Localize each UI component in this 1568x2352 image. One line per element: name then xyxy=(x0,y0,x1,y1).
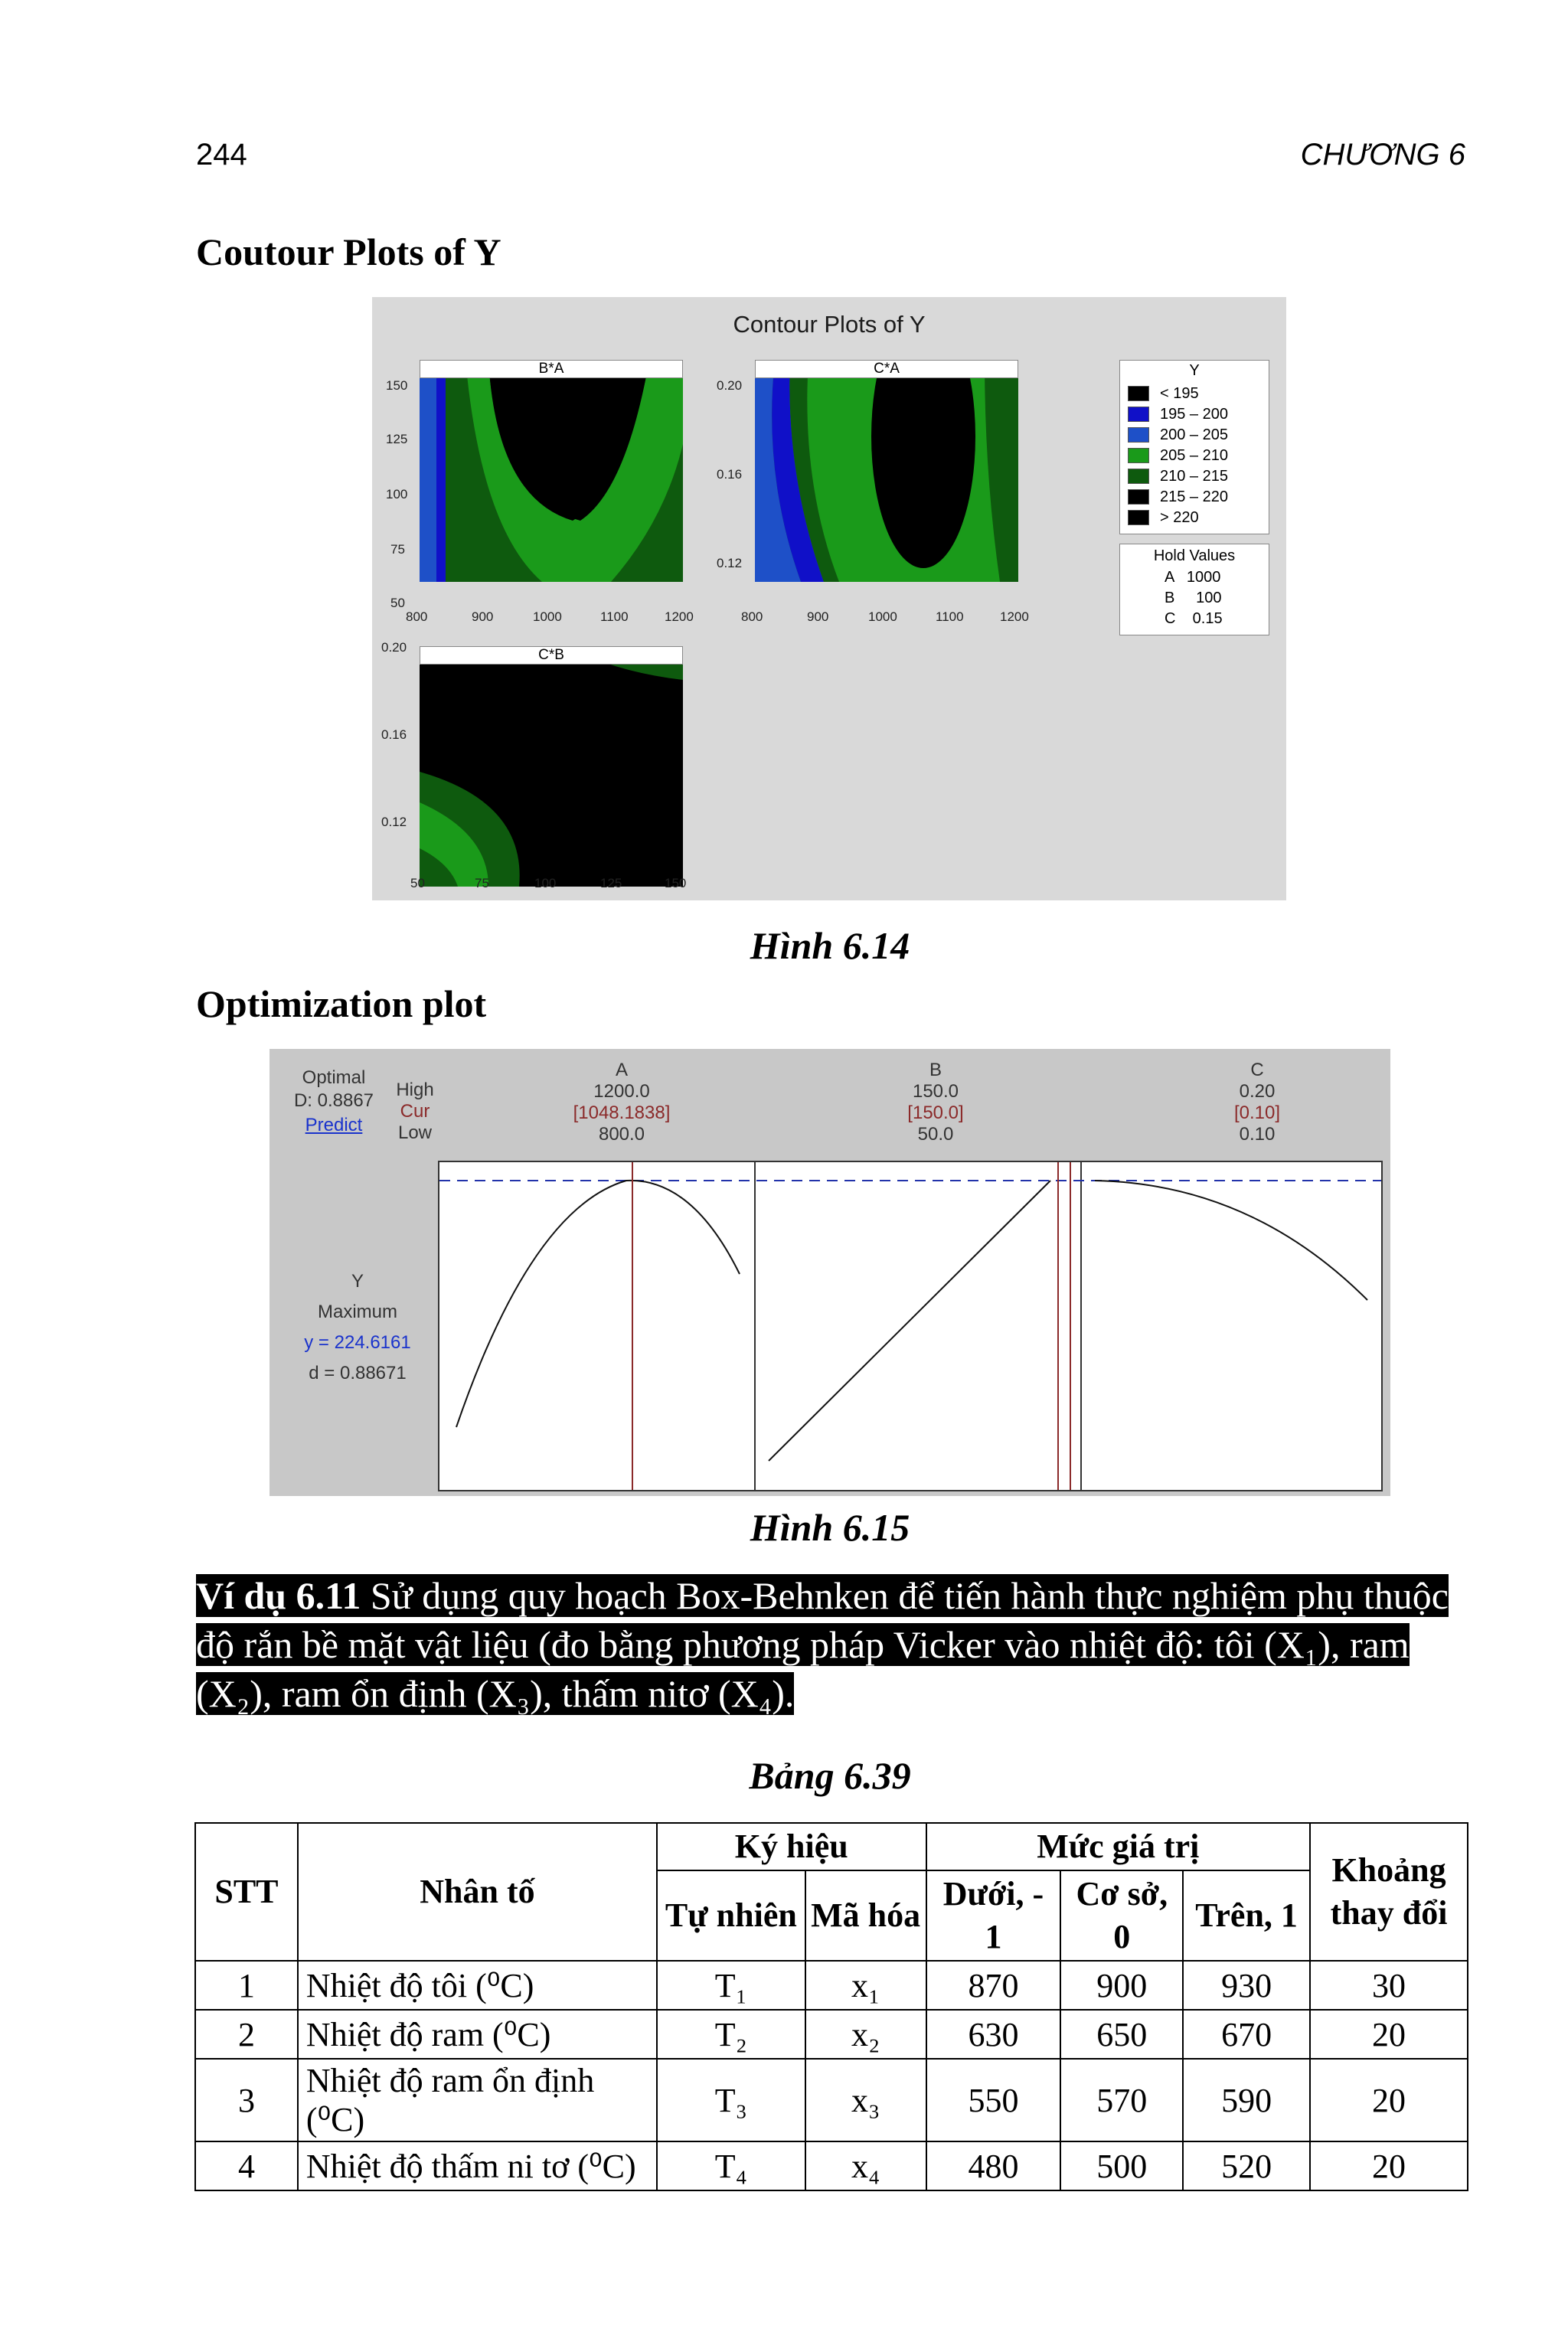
tick-x: 100 xyxy=(534,876,557,890)
hold-values-box xyxy=(1119,544,1269,635)
panel-label-cb: C*B xyxy=(420,646,683,665)
cell-factor: Nhiệt độ thấm ni tơ (⁰C) xyxy=(298,2141,657,2190)
tick-y: 0.20 xyxy=(381,640,407,655)
contour-figure xyxy=(372,297,1286,900)
optimization-plot-area xyxy=(438,1161,1383,1491)
tick-x: 125 xyxy=(600,876,622,890)
row-label-low: Low xyxy=(397,1122,433,1143)
tick-y: 75 xyxy=(390,542,405,557)
legend-swatch xyxy=(1128,386,1149,401)
tick-y: 0.20 xyxy=(717,378,743,393)
cell-lower: 630 xyxy=(926,2010,1061,2059)
cell-upper: 520 xyxy=(1183,2141,1310,2190)
table-row xyxy=(195,2059,1468,2141)
optimization-figure xyxy=(270,1049,1390,1496)
cell-interval: 20 xyxy=(1310,2010,1468,2059)
cell-coded: x₄ xyxy=(805,2141,926,2190)
cell-base: 500 xyxy=(1060,2141,1183,2190)
factor-b-high: 150.0 xyxy=(912,1081,959,1102)
contour-plot-ca xyxy=(755,360,1018,582)
panel-label-ca: C*A xyxy=(755,360,1018,378)
header-levels: Mức giá trị xyxy=(926,1823,1310,1870)
tick-y: 0.16 xyxy=(717,467,743,482)
header-factor: Nhân tố xyxy=(298,1823,657,1961)
cell-upper: 590 xyxy=(1183,2059,1310,2141)
cell-stt: 4 xyxy=(195,2141,298,2190)
tick-y: 0.16 xyxy=(381,727,407,742)
hold-value-row: C 0.15 xyxy=(1165,610,1223,627)
factor-a-high: 1200.0 xyxy=(593,1081,650,1102)
table-row xyxy=(195,2010,1468,2059)
cell-coded: x₂ xyxy=(805,2010,926,2059)
optimal-label: Optimal xyxy=(302,1067,366,1088)
factor-a-low: 800.0 xyxy=(598,1124,645,1145)
tick-y: 100 xyxy=(386,487,408,501)
factor-a-name: A xyxy=(615,1060,628,1080)
cell-interval: 30 xyxy=(1310,1961,1468,2010)
tick-x: 800 xyxy=(741,609,763,624)
legend-swatch xyxy=(1128,427,1149,443)
tick-x: 1100 xyxy=(600,609,629,624)
figure-caption-6-15: Hình 6.15 xyxy=(750,1506,910,1549)
tick-x: 1000 xyxy=(533,609,562,624)
example-text: Sử dụng quy hoạch Box-Behnken để tiến hành thực nghiệm phụ thuộc độ rắn bề mặt vật liệu (đo bằng phương pháp Vicker vào nhiệt độ: tôi (X₁), ram (X₂), ram ổn định (X₃), thấm nitơ (X₄). xyxy=(196,1574,1449,1715)
cell-interval: 20 xyxy=(1310,2141,1468,2190)
cell-upper: 930 xyxy=(1183,1961,1310,2010)
contour-plot-ba xyxy=(420,360,683,582)
table-row xyxy=(195,1961,1468,2010)
header-upper: Trên, 1 xyxy=(1183,1870,1310,1961)
table-caption: Bảng 6.39 xyxy=(749,1754,911,1797)
cell-base: 900 xyxy=(1060,1961,1183,2010)
row-label-cur: Cur xyxy=(400,1101,430,1122)
data-table xyxy=(194,1822,1468,2191)
hold-values-title: Hold Values xyxy=(1153,547,1236,564)
tick-x: 1200 xyxy=(665,609,694,624)
factor-c-cur: [0.10] xyxy=(1233,1102,1281,1123)
legend-item xyxy=(1128,446,1228,466)
cell-upper: 670 xyxy=(1183,2010,1310,2059)
header-coded: Mã hóa xyxy=(805,1870,926,1961)
legend-label: 205 – 210 xyxy=(1160,446,1228,464)
legend-label: 200 – 205 xyxy=(1160,426,1228,443)
optimization-curves xyxy=(439,1162,1381,1490)
tick-y: 150 xyxy=(386,378,408,393)
figure-caption-6-14: Hình 6.14 xyxy=(750,924,910,967)
legend-title: Y xyxy=(1189,362,1200,379)
contour-plot-cb xyxy=(420,649,683,887)
cell-factor: Nhiệt độ ram (⁰C) xyxy=(298,2010,657,2059)
factor-b-name: B xyxy=(929,1060,942,1080)
tick-x: 1200 xyxy=(1000,609,1029,624)
cell-factor: Nhiệt độ ram ổn định (⁰C) xyxy=(298,2059,657,2141)
legend-swatch xyxy=(1128,469,1149,484)
tick-x: 900 xyxy=(807,609,829,624)
hold-value-row: A 1000 xyxy=(1165,569,1221,586)
contour-legend xyxy=(1119,360,1269,534)
header-stt: STT xyxy=(195,1823,298,1961)
cell-stt: 1 xyxy=(195,1961,298,2010)
factor-b-low: 50.0 xyxy=(917,1124,954,1145)
contour-panel-cb xyxy=(420,649,683,887)
legend-swatch xyxy=(1128,510,1149,525)
example-paragraph xyxy=(196,1571,1468,1718)
legend-item xyxy=(1128,384,1199,403)
cell-interval: 20 xyxy=(1310,2059,1468,2141)
legend-item xyxy=(1128,425,1228,445)
legend-item xyxy=(1128,404,1228,424)
contour-panel-ca xyxy=(755,360,1018,582)
contour-figure-title: Contour Plots of Y xyxy=(733,311,926,338)
tick-x: 1100 xyxy=(936,609,964,624)
tick-x: 1000 xyxy=(868,609,897,624)
tick-y: 0.12 xyxy=(381,815,407,829)
cell-base: 650 xyxy=(1060,2010,1183,2059)
contour-panel-ba xyxy=(420,360,683,582)
header-symbol: Ký hiệu xyxy=(657,1823,926,1870)
optimal-d-value: D: 0.8867 xyxy=(293,1090,374,1111)
table-row xyxy=(195,2141,1468,2190)
factor-c-high: 0.20 xyxy=(1239,1081,1276,1102)
response-goal: Maximum xyxy=(317,1302,397,1322)
factor-a-cur: [1048.1838] xyxy=(573,1102,671,1123)
cell-lower: 550 xyxy=(926,2059,1061,2141)
response-d-value: d = 0.88671 xyxy=(309,1363,407,1383)
tick-x: 800 xyxy=(406,609,428,624)
cell-natural: T₄ xyxy=(657,2141,805,2190)
legend-swatch xyxy=(1128,448,1149,463)
legend-swatch xyxy=(1128,407,1149,422)
header-base: Cơ sở, 0 xyxy=(1060,1870,1183,1961)
tick-x: 50 xyxy=(410,876,425,890)
factor-c-name: C xyxy=(1250,1060,1264,1080)
factor-b-cur: [150.0] xyxy=(907,1102,964,1123)
cell-natural: T₁ xyxy=(657,1961,805,2010)
tick-y: 125 xyxy=(386,432,408,446)
tick-y: 50 xyxy=(390,596,405,610)
response-y-value: y = 224.6161 xyxy=(304,1332,411,1353)
predict-link[interactable]: Predict xyxy=(305,1115,363,1135)
cell-coded: x₃ xyxy=(805,2059,926,2141)
header-natural: Tự nhiên xyxy=(657,1870,805,1961)
cell-stt: 3 xyxy=(195,2059,298,2141)
panel-label-ba: B*A xyxy=(420,360,683,378)
header-interval: Khoảng thay đổi xyxy=(1310,1823,1468,1961)
cell-natural: T₂ xyxy=(657,2010,805,2059)
row-label-high: High xyxy=(396,1080,434,1100)
legend-label: < 195 xyxy=(1160,384,1199,402)
legend-label: > 220 xyxy=(1160,508,1199,526)
tick-y: 0.12 xyxy=(717,556,743,570)
hold-value-row: B 100 xyxy=(1165,590,1222,606)
legend-item xyxy=(1128,508,1199,528)
legend-label: 215 – 220 xyxy=(1160,488,1228,505)
tick-x: 900 xyxy=(472,609,494,624)
factor-c-low: 0.10 xyxy=(1239,1124,1276,1145)
section-title-optimization: Optimization plot xyxy=(196,982,487,1025)
legend-swatch xyxy=(1128,489,1149,505)
cell-coded: x₁ xyxy=(805,1961,926,2010)
response-name: Y xyxy=(351,1271,364,1292)
cell-base: 570 xyxy=(1060,2059,1183,2141)
tick-x: 150 xyxy=(665,876,687,890)
legend-item xyxy=(1128,466,1228,486)
cell-lower: 870 xyxy=(926,1961,1061,2010)
legend-label: 210 – 215 xyxy=(1160,467,1228,485)
legend-label: 195 – 200 xyxy=(1160,405,1228,423)
cell-factor: Nhiệt độ tôi (⁰C) xyxy=(298,1961,657,2010)
cell-lower: 480 xyxy=(926,2141,1061,2190)
page-number: 244 xyxy=(196,138,247,172)
cell-stt: 2 xyxy=(195,2010,298,2059)
example-label: Ví dụ 6.11 xyxy=(196,1574,361,1617)
legend-item xyxy=(1128,487,1228,507)
section-title-contour: Coutour Plots of Y xyxy=(196,230,501,273)
chapter-title: CHƯƠNG 6 xyxy=(1300,138,1465,172)
header-lower: Dưới, - 1 xyxy=(926,1870,1061,1961)
cell-natural: T₃ xyxy=(657,2059,805,2141)
tick-x: 75 xyxy=(475,876,489,890)
